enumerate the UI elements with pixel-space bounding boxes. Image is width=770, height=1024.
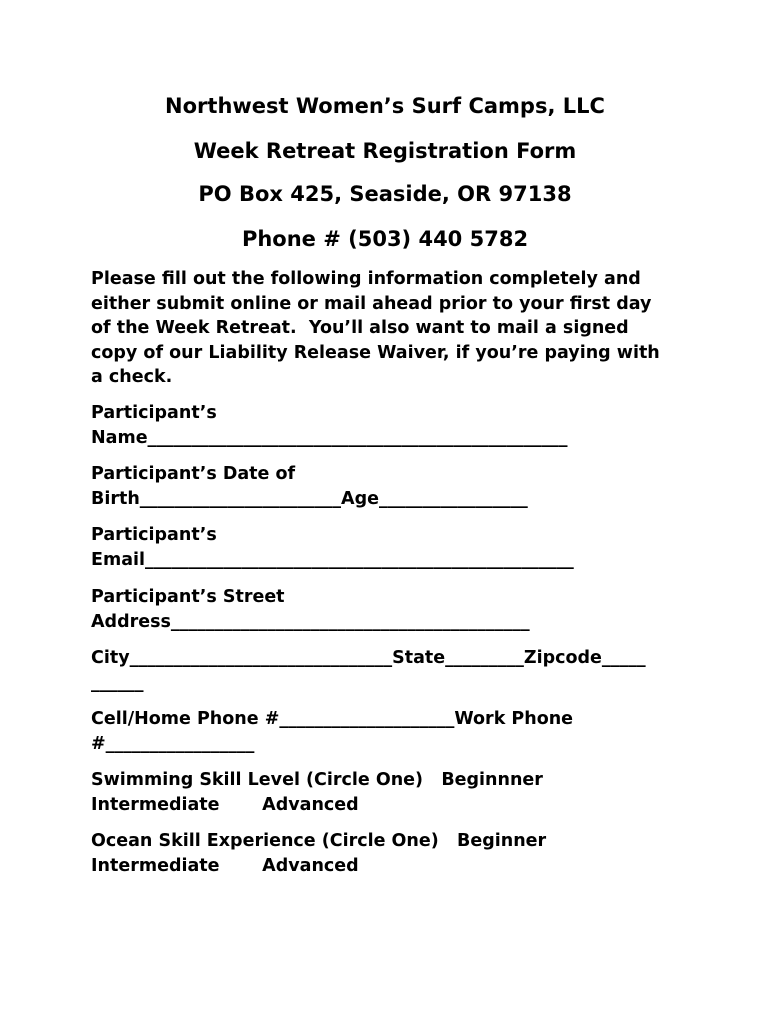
field-label: Participant’s Date of — [91, 464, 296, 484]
intro-line: of the Week Retreat. You’ll also want to mail a signed — [91, 318, 629, 338]
phone-numbers-field[interactable] — [91, 707, 691, 756]
participant-name-field[interactable] — [91, 401, 691, 450]
field-label: Participant’s Street — [91, 587, 285, 607]
intro-paragraph — [91, 267, 691, 390]
name-blank[interactable]: Name________________________________________________ — [91, 427, 568, 448]
company-name: Northwest Women’s Surf Camps, LLC — [165, 94, 605, 118]
intro-line: copy of our Liability Release Waiver, if you’re paying with — [91, 342, 660, 363]
city-state-zip-field[interactable] — [91, 646, 691, 695]
phone-number: Phone # (503) 440 5782 — [241, 227, 529, 251]
work-phone-blank[interactable]: #_________________ — [91, 733, 255, 754]
intro-line: a check. — [91, 367, 173, 387]
swimming-skill-options[interactable]: Intermediate Advanced — [91, 794, 359, 815]
swimming-skill-choice[interactable] — [91, 768, 691, 817]
swimming-skill-line[interactable]: Swimming Skill Level (Circle One) Beginnner — [91, 770, 543, 790]
field-label: Participant’s — [91, 525, 217, 545]
ocean-skill-options[interactable]: Intermediate Advanced — [91, 855, 359, 876]
city-state-zip-blank[interactable]: City______________________________State_________Zipcode_____ — [91, 648, 646, 668]
ocean-skill-choice[interactable] — [91, 829, 691, 878]
email-blank[interactable]: Email_________________________________________________ — [91, 549, 574, 570]
ocean-skill-line[interactable]: Ocean Skill Experience (Circle One) Beginner — [91, 831, 547, 851]
birth-age-blank[interactable]: Birth_______________________Age_________________ — [91, 488, 528, 509]
mailing-address: PO Box 425, Seaside, OR 97138 — [198, 182, 572, 206]
field-label: Participant’s — [91, 403, 217, 423]
phone-blank[interactable]: Cell/Home Phone #____________________Work Phone — [91, 709, 574, 729]
intro-line: either submit online or mail ahead prior to your first day — [91, 293, 652, 314]
street-address-field[interactable] — [91, 585, 691, 634]
participant-email-field[interactable] — [91, 523, 691, 572]
address-blank[interactable]: Address_________________________________________ — [91, 611, 530, 632]
form-title: Week Retreat Registration Form — [193, 139, 577, 163]
intro-line: Please fill out the following information completely and — [91, 269, 641, 289]
date-of-birth-age-field[interactable] — [91, 462, 691, 511]
zipcode-blank-continued[interactable]: ______ — [91, 672, 144, 693]
